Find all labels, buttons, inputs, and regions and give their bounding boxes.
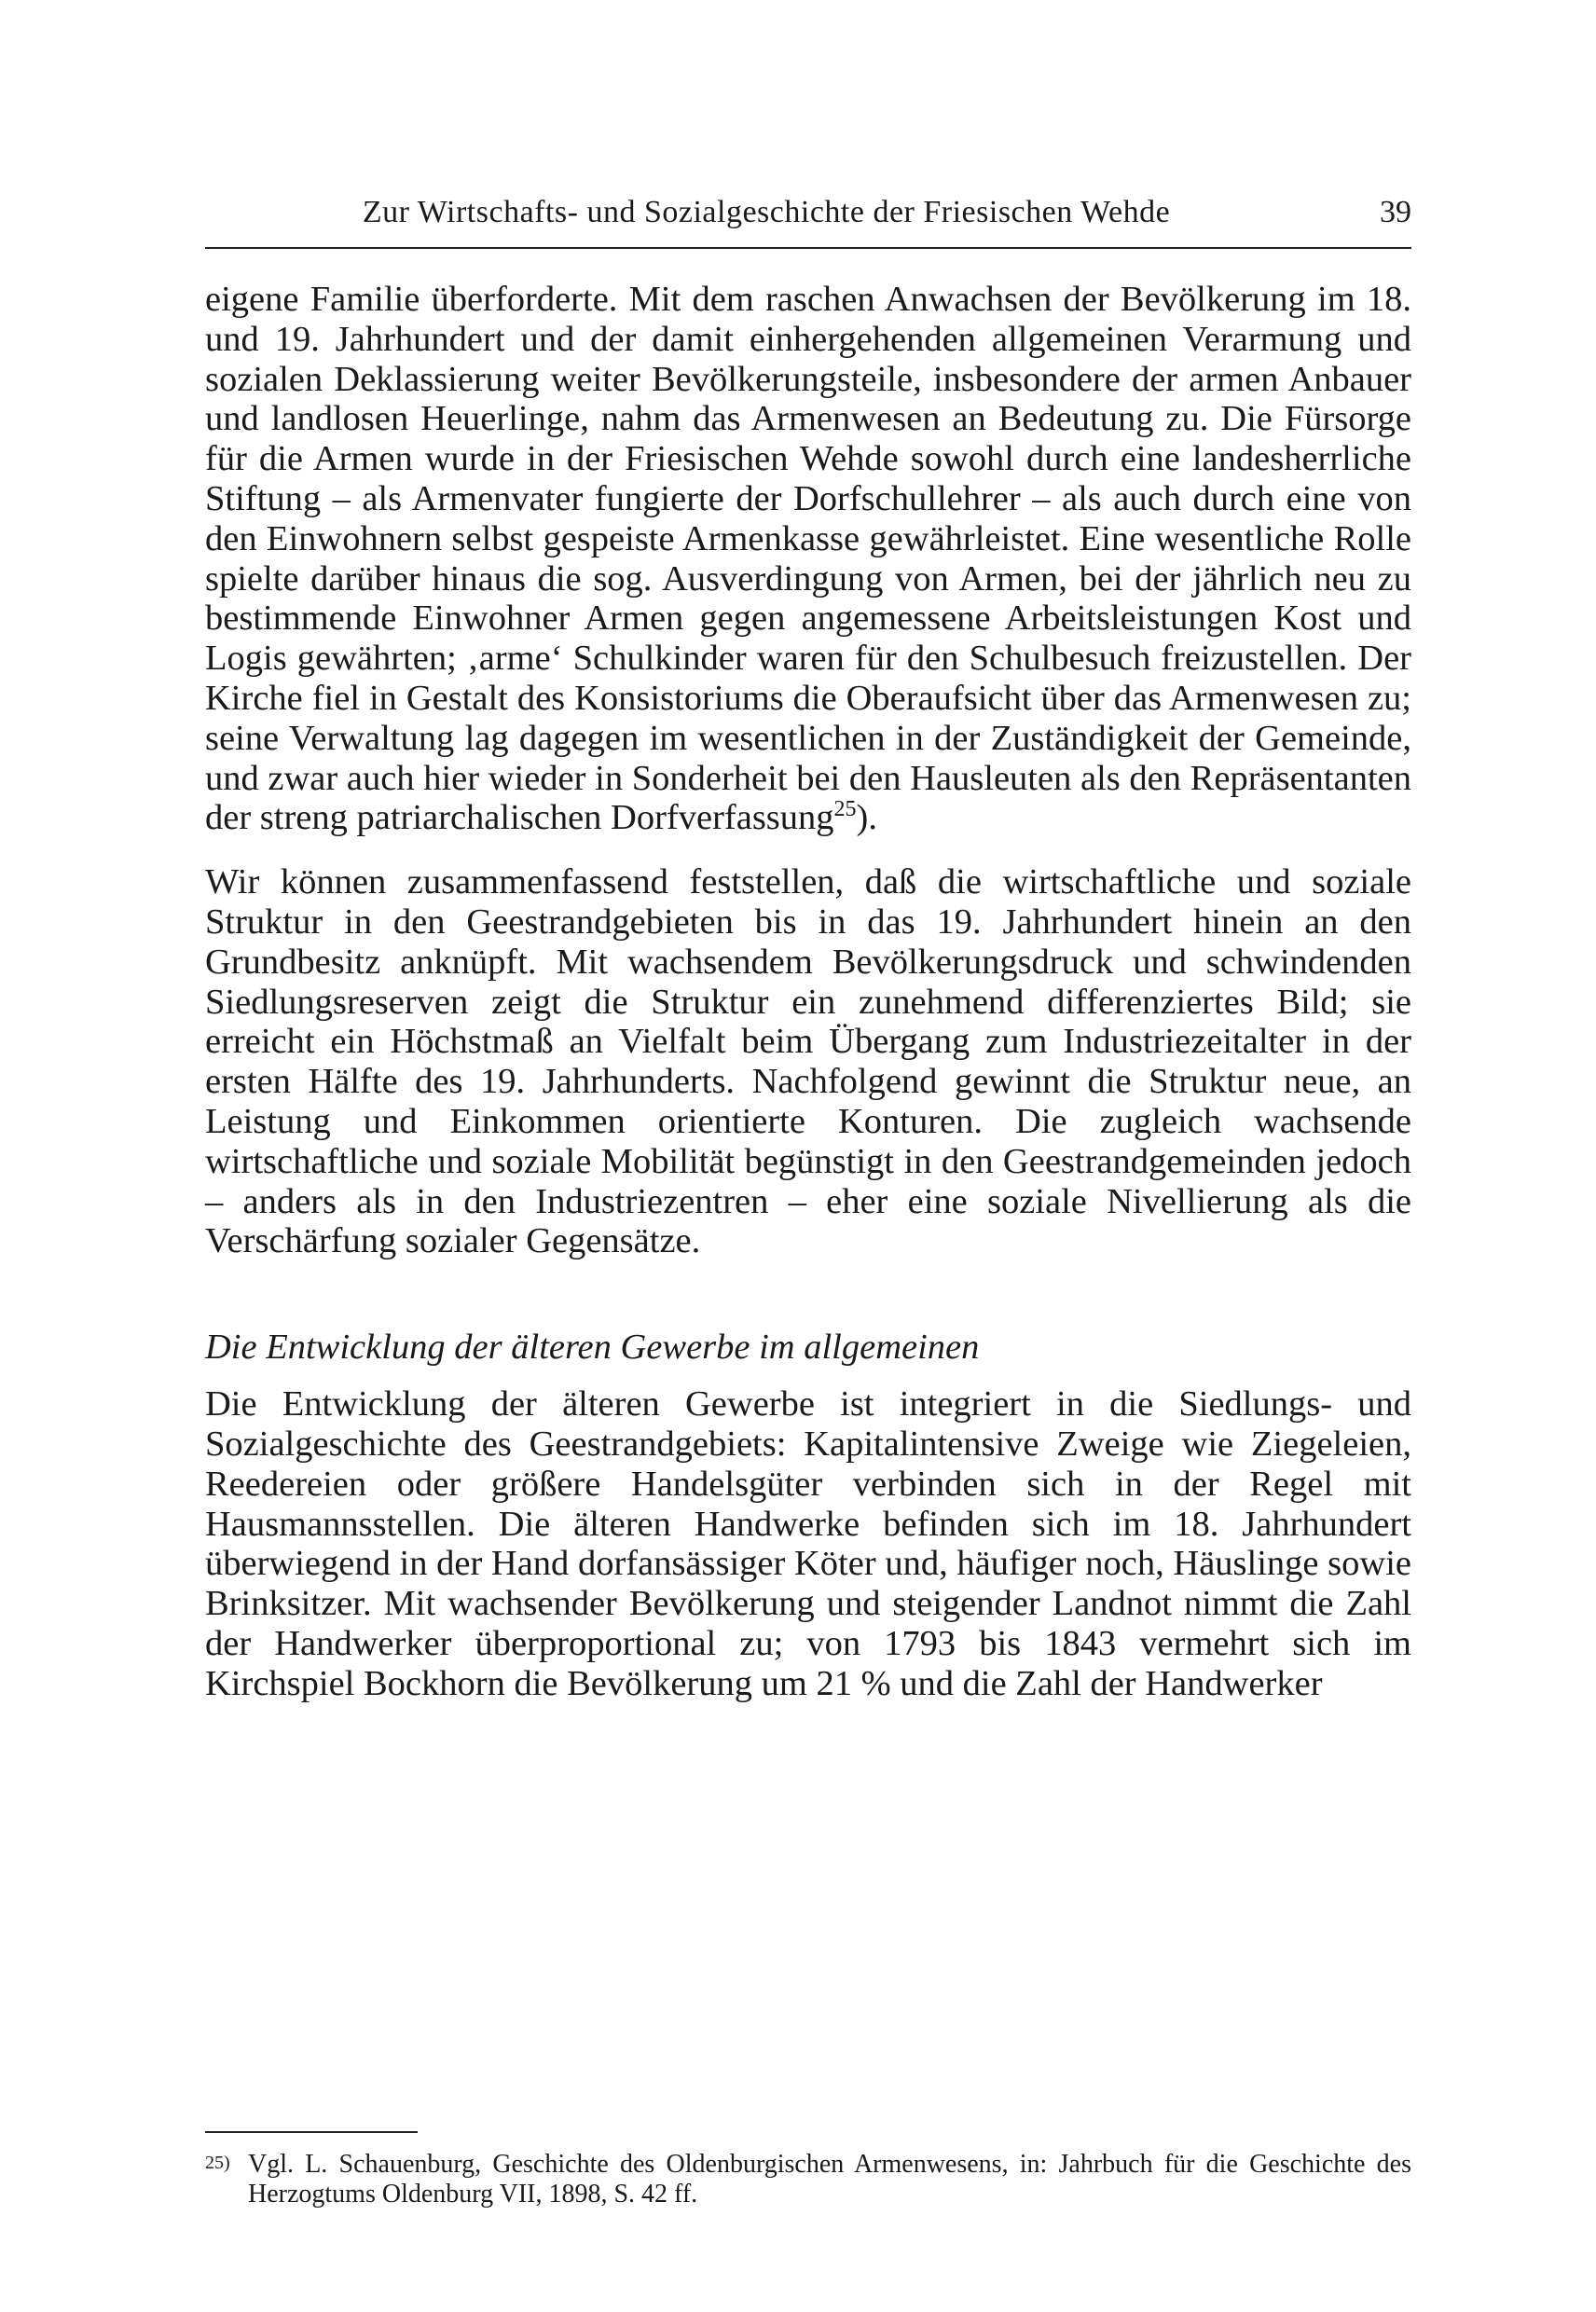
section-heading: Die Entwicklung der älteren Gewerbe im allgemeinen (205, 1328, 980, 1368)
footnote-divider (205, 2131, 418, 2133)
paragraph-1-text: eigene Familie überforderte. Mit dem raschen Anwachsen der Bevölkerung im 18. und 19. Jahrhundert und der damit einhergehenden allgemeinen Verarmung und sozialen Deklassierung weiter Bevölkerungsteile, insbesondere der armen Anbauer und landlosen Heuerlinge, nahm das Armenwesen an Bedeutung zu. Die Fürsorge für die Armen wurde in der Friesischen Wehde sowohl durch eine landesherrliche Stiftung – als Armenvater fungierte der Dorfschullehrer – als auch durch eine von den Einwohnern selbst gespeiste Armenkasse gewährleistet. Eine wesentliche Rolle spielte darüber hinaus die sog. Ausverdingung von Armen, bei der jährlich neu zu bestimmende Einwohner Armen gegen angemessene Arbeitsleistungen Kost und Logis gewährten; ‚arme‘ Schulkinder waren für den Schulbesuch freizustellen. Der Kirche fiel in Gestalt des Konsistoriums die Oberaufsicht über das Armenwesen zu; seine Verwaltung lag dagegen im wesentlichen in der Zuständigkeit der Gemeinde, und zwar auch hier wieder in Sonderheit bei den Hausleuten als den Repräsentanten der streng patriarchalischen Dorfverfassung (205, 280, 1411, 838)
paragraph-3: Die Entwicklung der älteren Gewerbe ist integriert in die Siedlungs- und Sozialgeschichte des Geestrandgebiets: Kapitalintensive Zweige wie Ziegeleien, Reedereien oder größere Handelsgüter verbinden sich in der Regel mit Hausmannsstellen. Die älteren Handwerke befinden sich im 18. Jahrhundert überwiegend in der Hand dorfansässiger Köter und, häufiger noch, Häuslinge sowie Brinksitzer. Mit wachsender Bevölkerung und steigender Landnot nimmt die Zahl der Handwerker überproportional zu; von 1793 bis 1843 vermehrt sich im Kirchspiel Bockhorn die Bevölkerung um 21 % und die Zahl der Handwerker (205, 1384, 1411, 1703)
paragraph-2: Wir können zusammenfassend feststellen, daß die wirtschaftliche und soziale Struktur in den Geestrandgebieten bis in das 19. Jahrhundert hinein an den Grundbesitz anknüpft. Mit wachsendem Bevölkerungsdruck und schwindenden Siedlungsreserven zeigt die Struktur ein zunehmend differenziertes Bild; sie erreicht ein Höchstmaß an Vielfalt beim Übergang zum Industriezeitalter in der ersten Hälfte des 19. Jahrhunderts. Nachfolgend gewinnt die Struktur neue, an Leistung und Einkommen orientierte Konturen. Die zugleich wachsende wirtschaftliche und soziale Mobilität begünstigt in den Geestrandgemeinden jedoch – anders als in den Industriezentren – eher eine soziale Nivellierung als die Verschärfung sozialer Gegensätze. (205, 862, 1411, 1261)
paragraph-1-end: ). (856, 798, 877, 838)
paragraph-1 (205, 280, 1411, 838)
page-number: 39 (1380, 195, 1411, 229)
main-text (205, 280, 1411, 1704)
running-header (205, 191, 1411, 249)
footnote-number: 25) (205, 2153, 230, 2173)
footnote-25 (205, 2150, 1411, 2209)
footnote-ref-25: 25 (833, 797, 857, 822)
running-title: Zur Wirtschafts- und Sozialgeschichte der Friesischen Wehde (362, 195, 1171, 229)
footnote-text: Vgl. L. Schauenburg, Geschichte des Oldenburgischen Armenwesens, in: Jahrbuch für die Geschichte des Herzogtums Oldenburg VII, 1898, S. 42 ff. (248, 2150, 1411, 2209)
